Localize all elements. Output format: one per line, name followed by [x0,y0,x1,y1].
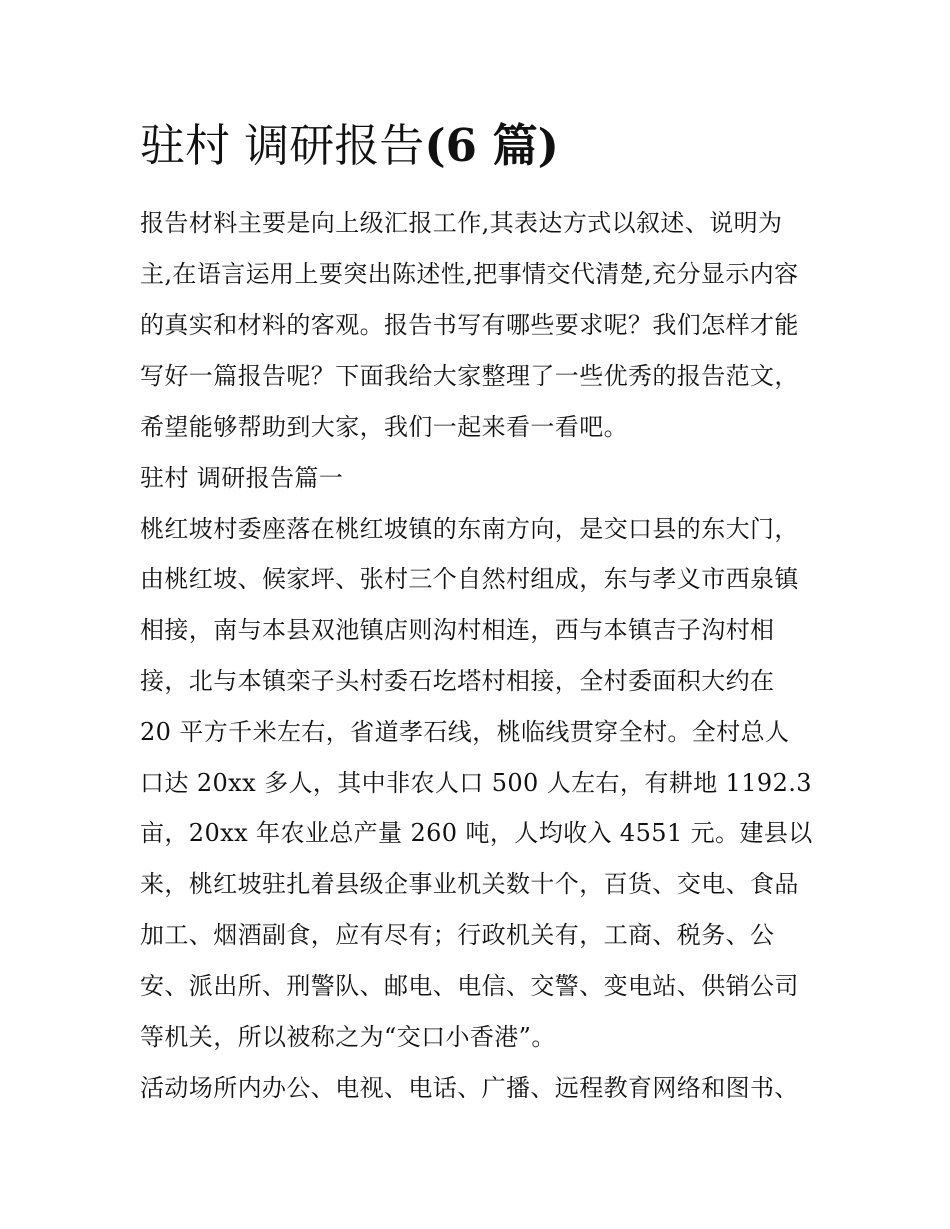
title-suffix: (6 篇) [424,119,559,172]
body-line: 口达 20xx 多人，其中非农人口 500 人左右，有耕地 1192.3 [140,769,812,797]
body-line: 亩，20xx 年农业总产量 260 吨，人均收入 4551 元。建县以 [140,819,813,847]
body-line-last: 活动场所内办公、电视、电话、广播、远程教育网络和图书、 [140,1074,799,1102]
body-line: 来，桃红坡驻扎着县级企事业机关数十个，百货、交电、食品 [140,870,799,898]
body-line: 加工、烟酒副食，应有尽有；行政机关有，工商、税务、公 [140,921,775,949]
document-title [140,113,820,179]
section-heading: 驻村 调研报告篇一 [140,464,344,492]
body-line: 接，北与本镇栾子头村委石圪塔村相接，全村委面积大约在 [140,667,775,695]
intro-line: 的真实和材料的客观。报告书写有哪些要求呢？我们怎样才能 [140,311,799,339]
intro-line: 主,在语言运用上要突出陈述性,把事情交代清楚,充分显示内容 [140,260,799,288]
body-line: 由桃红坡、候家坪、张村三个自然村组成，东与孝义市西泉镇 [140,565,799,593]
body-line: 安、派出所、刑警队、邮电、电信、交警、变电站、供销公司 [140,972,799,1000]
intro-line: 报告材料主要是向上级汇报工作,其表达方式以叙述、说明为 [140,209,783,237]
intro-line: 希望能够帮助到大家，我们一起来看一看吧。 [140,413,628,441]
body-line: 相接，南与本县双池镇店则沟村相连，西与本镇吉子沟村相 [140,616,775,644]
body-line: 桃红坡村委座落在桃红坡镇的东南方向，是交口县的东大门， [140,515,799,543]
body-line: 20 平方千米左右，省道孝石线，桃临线贯穿全村。全村总人 [140,718,790,746]
body-line: 等机关，所以被称之为“交口小香港”。 [140,1023,556,1051]
intro-line: 写好一篇报告呢？下面我给大家整理了一些优秀的报告范文， [140,362,799,390]
title-main: 驻村 调研报告 [140,119,425,172]
